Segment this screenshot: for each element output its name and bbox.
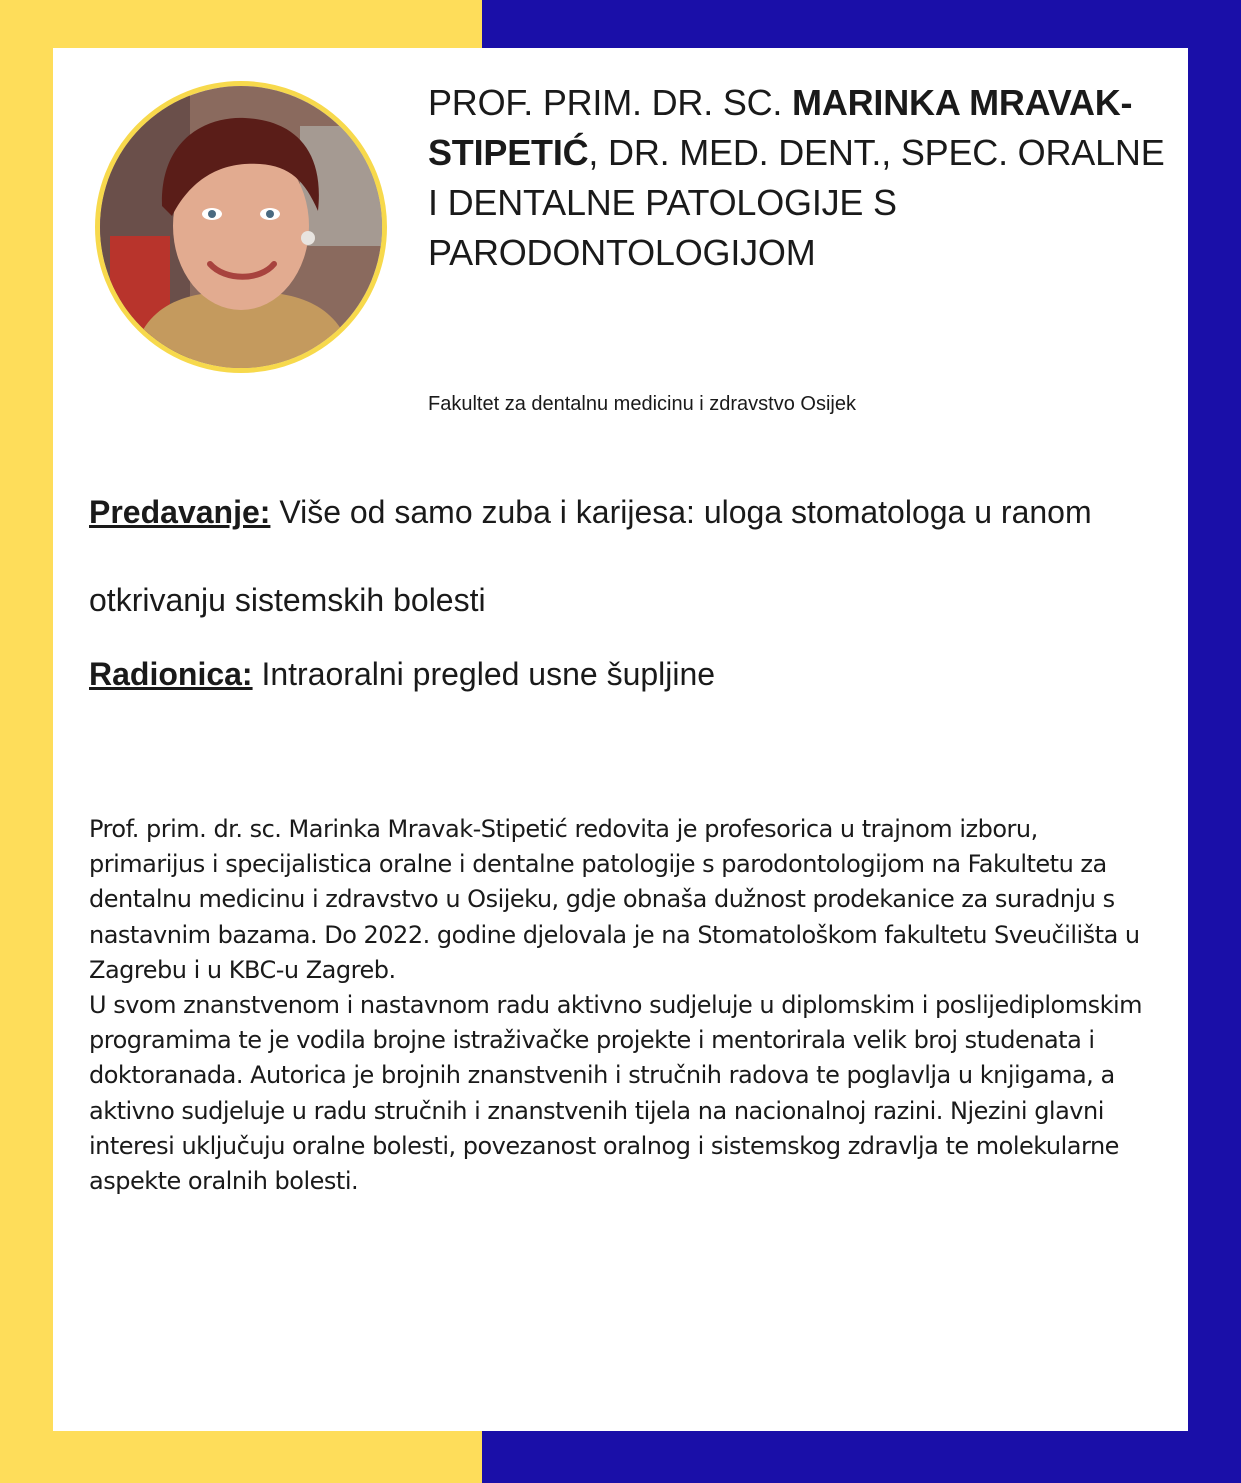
workshop-title: Intraoralni pregled usne šupljine: [252, 656, 716, 692]
speaker-name: MARINKA MRAVAK-STIPETIĆ: [428, 82, 1133, 173]
lecture-title: Više od samo zuba i karijesa: uloga stomatologa u ranom otkrivanju sistemskih bolesti: [89, 494, 1092, 618]
speaker-affiliation: Fakultet za dentalnu medicinu i zdravstvo Osijek: [428, 393, 856, 415]
speaker-portrait-photo: [95, 81, 387, 373]
biography-paragraph-2: U svom znanstvenom i nastavnom radu aktivno sudjeluje u diplomskim i poslijediplomskim programima te je vodila brojne istraživačke projekte i mentorirala velik broj studenata i doktoranada. Autorica je brojnih znanstvenih i stručnih radova te poglavlja u knjigama, a aktivno sudjeluje u radu stručnih i znanstvenih tijela na nacionalnoj razini. Njezini glavni interesi uključuju oralne bolesti, povezanost oralnog i sistemskog zdravlja te molekularne aspekte oralnih bolesti.: [89, 991, 1143, 1196]
workshop-line: [89, 652, 1169, 696]
portrait-illustration: [100, 86, 382, 368]
lecture-line: [89, 468, 1169, 644]
lecture-label: Predavanje:: [89, 494, 271, 530]
biography-paragraph-1: Prof. prim. dr. sc. Marinka Mravak-Stipetić redovita je profesorica u trajnom izboru, primarijus i specijalistica oralne i dentalne patologije s parodontologijom na Fakultetu za dentalnu medicinu i zdravstvo u Osijeku, gdje obnaša dužnost prodekanice za suradnju s nastavnim bazama. Do 2022. godine djelovala je na Stomatološkom fakultetu Sveučilišta u Zagrebu i u KBC-u Zagreb.: [89, 815, 1140, 984]
workshop-label: Radionica:: [89, 656, 253, 692]
speaker-card: [53, 48, 1188, 1431]
speaker-title-prefix: PROF. PRIM. DR. SC.: [428, 82, 793, 123]
speaker-biography: [89, 812, 1154, 1199]
speaker-title-suffix: , DR. MED. DENT., SPEC. ORALNE I DENTALNE PATOLOGIJE S PARODONTOLOGIJOM: [428, 132, 1165, 273]
speaker-title: [428, 78, 1168, 278]
